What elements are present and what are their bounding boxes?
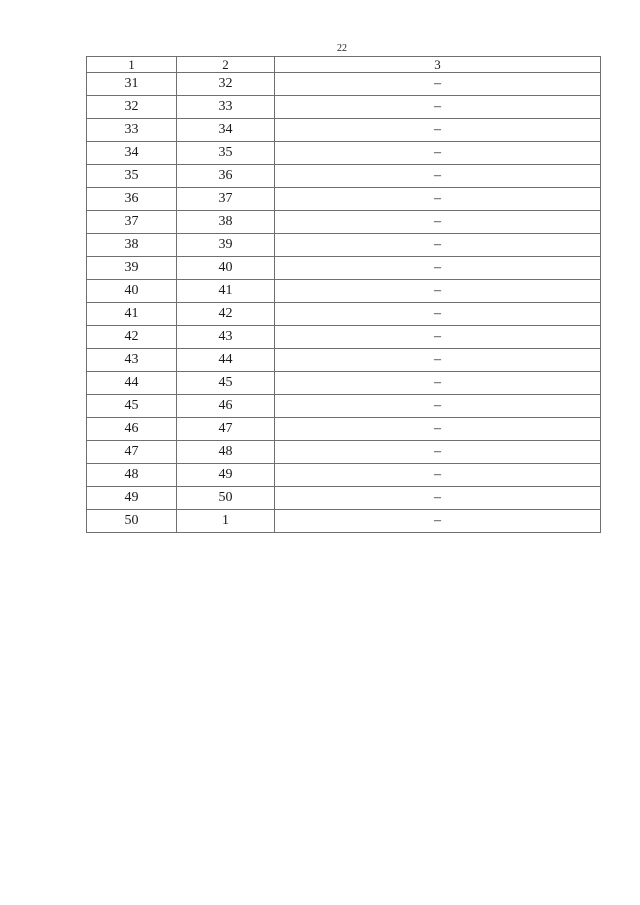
column-header-2: 2 xyxy=(177,57,275,73)
table-header-row xyxy=(87,57,601,73)
table-row xyxy=(87,395,601,418)
table-cell-col1: 40 xyxy=(87,280,177,303)
table-row xyxy=(87,142,601,165)
table-cell-col2: 33 xyxy=(177,96,275,119)
table-cell-col1: 50 xyxy=(87,510,177,533)
table-cell-col1: 42 xyxy=(87,326,177,349)
table-cell-col2: 38 xyxy=(177,211,275,234)
table-row xyxy=(87,418,601,441)
table-cell-col2: 36 xyxy=(177,165,275,188)
table-cell-col3: – xyxy=(275,303,601,326)
table-cell-col1: 38 xyxy=(87,234,177,257)
table-cell-col2: 46 xyxy=(177,395,275,418)
table-cell-col2: 41 xyxy=(177,280,275,303)
table-row xyxy=(87,349,601,372)
table-cell-col1: 39 xyxy=(87,257,177,280)
table-row xyxy=(87,510,601,533)
table-row xyxy=(87,464,601,487)
table-row xyxy=(87,211,601,234)
table-cell-col3: – xyxy=(275,280,601,303)
table-cell-col3: – xyxy=(275,119,601,142)
table-cell-col2: 37 xyxy=(177,188,275,211)
table-cell-col3: – xyxy=(275,211,601,234)
table-cell-col2: 50 xyxy=(177,487,275,510)
table-cell-col2: 32 xyxy=(177,73,275,96)
column-header-3: 3 xyxy=(275,57,601,73)
table-cell-col3: – xyxy=(275,326,601,349)
table-cell-col3: – xyxy=(275,395,601,418)
table-cell-col1: 34 xyxy=(87,142,177,165)
table-row xyxy=(87,188,601,211)
table-cell-col2: 44 xyxy=(177,349,275,372)
table-cell-col3: – xyxy=(275,487,601,510)
table-cell-col2: 43 xyxy=(177,326,275,349)
table-cell-col1: 46 xyxy=(87,418,177,441)
table-cell-col1: 43 xyxy=(87,349,177,372)
table-cell-col3: – xyxy=(275,142,601,165)
table-cell-col1: 35 xyxy=(87,165,177,188)
table-row xyxy=(87,165,601,188)
table-cell-col2: 47 xyxy=(177,418,275,441)
table-row xyxy=(87,326,601,349)
table-row xyxy=(87,280,601,303)
table-cell-col3: – xyxy=(275,510,601,533)
table-cell-col1: 45 xyxy=(87,395,177,418)
table-cell-col2: 1 xyxy=(177,510,275,533)
table-cell-col2: 45 xyxy=(177,372,275,395)
column-header-1: 1 xyxy=(87,57,177,73)
table-cell-col2: 48 xyxy=(177,441,275,464)
page-number: 22 xyxy=(337,43,347,54)
table-cell-col3: – xyxy=(275,418,601,441)
table-row xyxy=(87,487,601,510)
data-table xyxy=(86,56,601,533)
table-row xyxy=(87,257,601,280)
table-row xyxy=(87,119,601,142)
table-cell-col1: 47 xyxy=(87,441,177,464)
table-cell-col2: 49 xyxy=(177,464,275,487)
table-cell-col3: – xyxy=(275,372,601,395)
table-row xyxy=(87,441,601,464)
table-row xyxy=(87,372,601,395)
table-cell-col3: – xyxy=(275,441,601,464)
table-cell-col2: 35 xyxy=(177,142,275,165)
table-cell-col2: 42 xyxy=(177,303,275,326)
table-row xyxy=(87,234,601,257)
table-cell-col1: 48 xyxy=(87,464,177,487)
table-cell-col3: – xyxy=(275,234,601,257)
table-cell-col3: – xyxy=(275,165,601,188)
table-cell-col1: 32 xyxy=(87,96,177,119)
table-cell-col2: 40 xyxy=(177,257,275,280)
table-cell-col3: – xyxy=(275,257,601,280)
table-cell-col1: 37 xyxy=(87,211,177,234)
table-row xyxy=(87,303,601,326)
table-cell-col1: 33 xyxy=(87,119,177,142)
table-cell-col1: 36 xyxy=(87,188,177,211)
table-row xyxy=(87,96,601,119)
table-cell-col1: 44 xyxy=(87,372,177,395)
table-cell-col1: 31 xyxy=(87,73,177,96)
table-cell-col3: – xyxy=(275,73,601,96)
table-row xyxy=(87,73,601,96)
table-cell-col3: – xyxy=(275,349,601,372)
table-cell-col2: 34 xyxy=(177,119,275,142)
table-cell-col2: 39 xyxy=(177,234,275,257)
table-cell-col1: 49 xyxy=(87,487,177,510)
table-body xyxy=(87,73,601,533)
table-cell-col3: – xyxy=(275,188,601,211)
table-cell-col1: 41 xyxy=(87,303,177,326)
table-cell-col3: – xyxy=(275,464,601,487)
table-cell-col3: – xyxy=(275,96,601,119)
